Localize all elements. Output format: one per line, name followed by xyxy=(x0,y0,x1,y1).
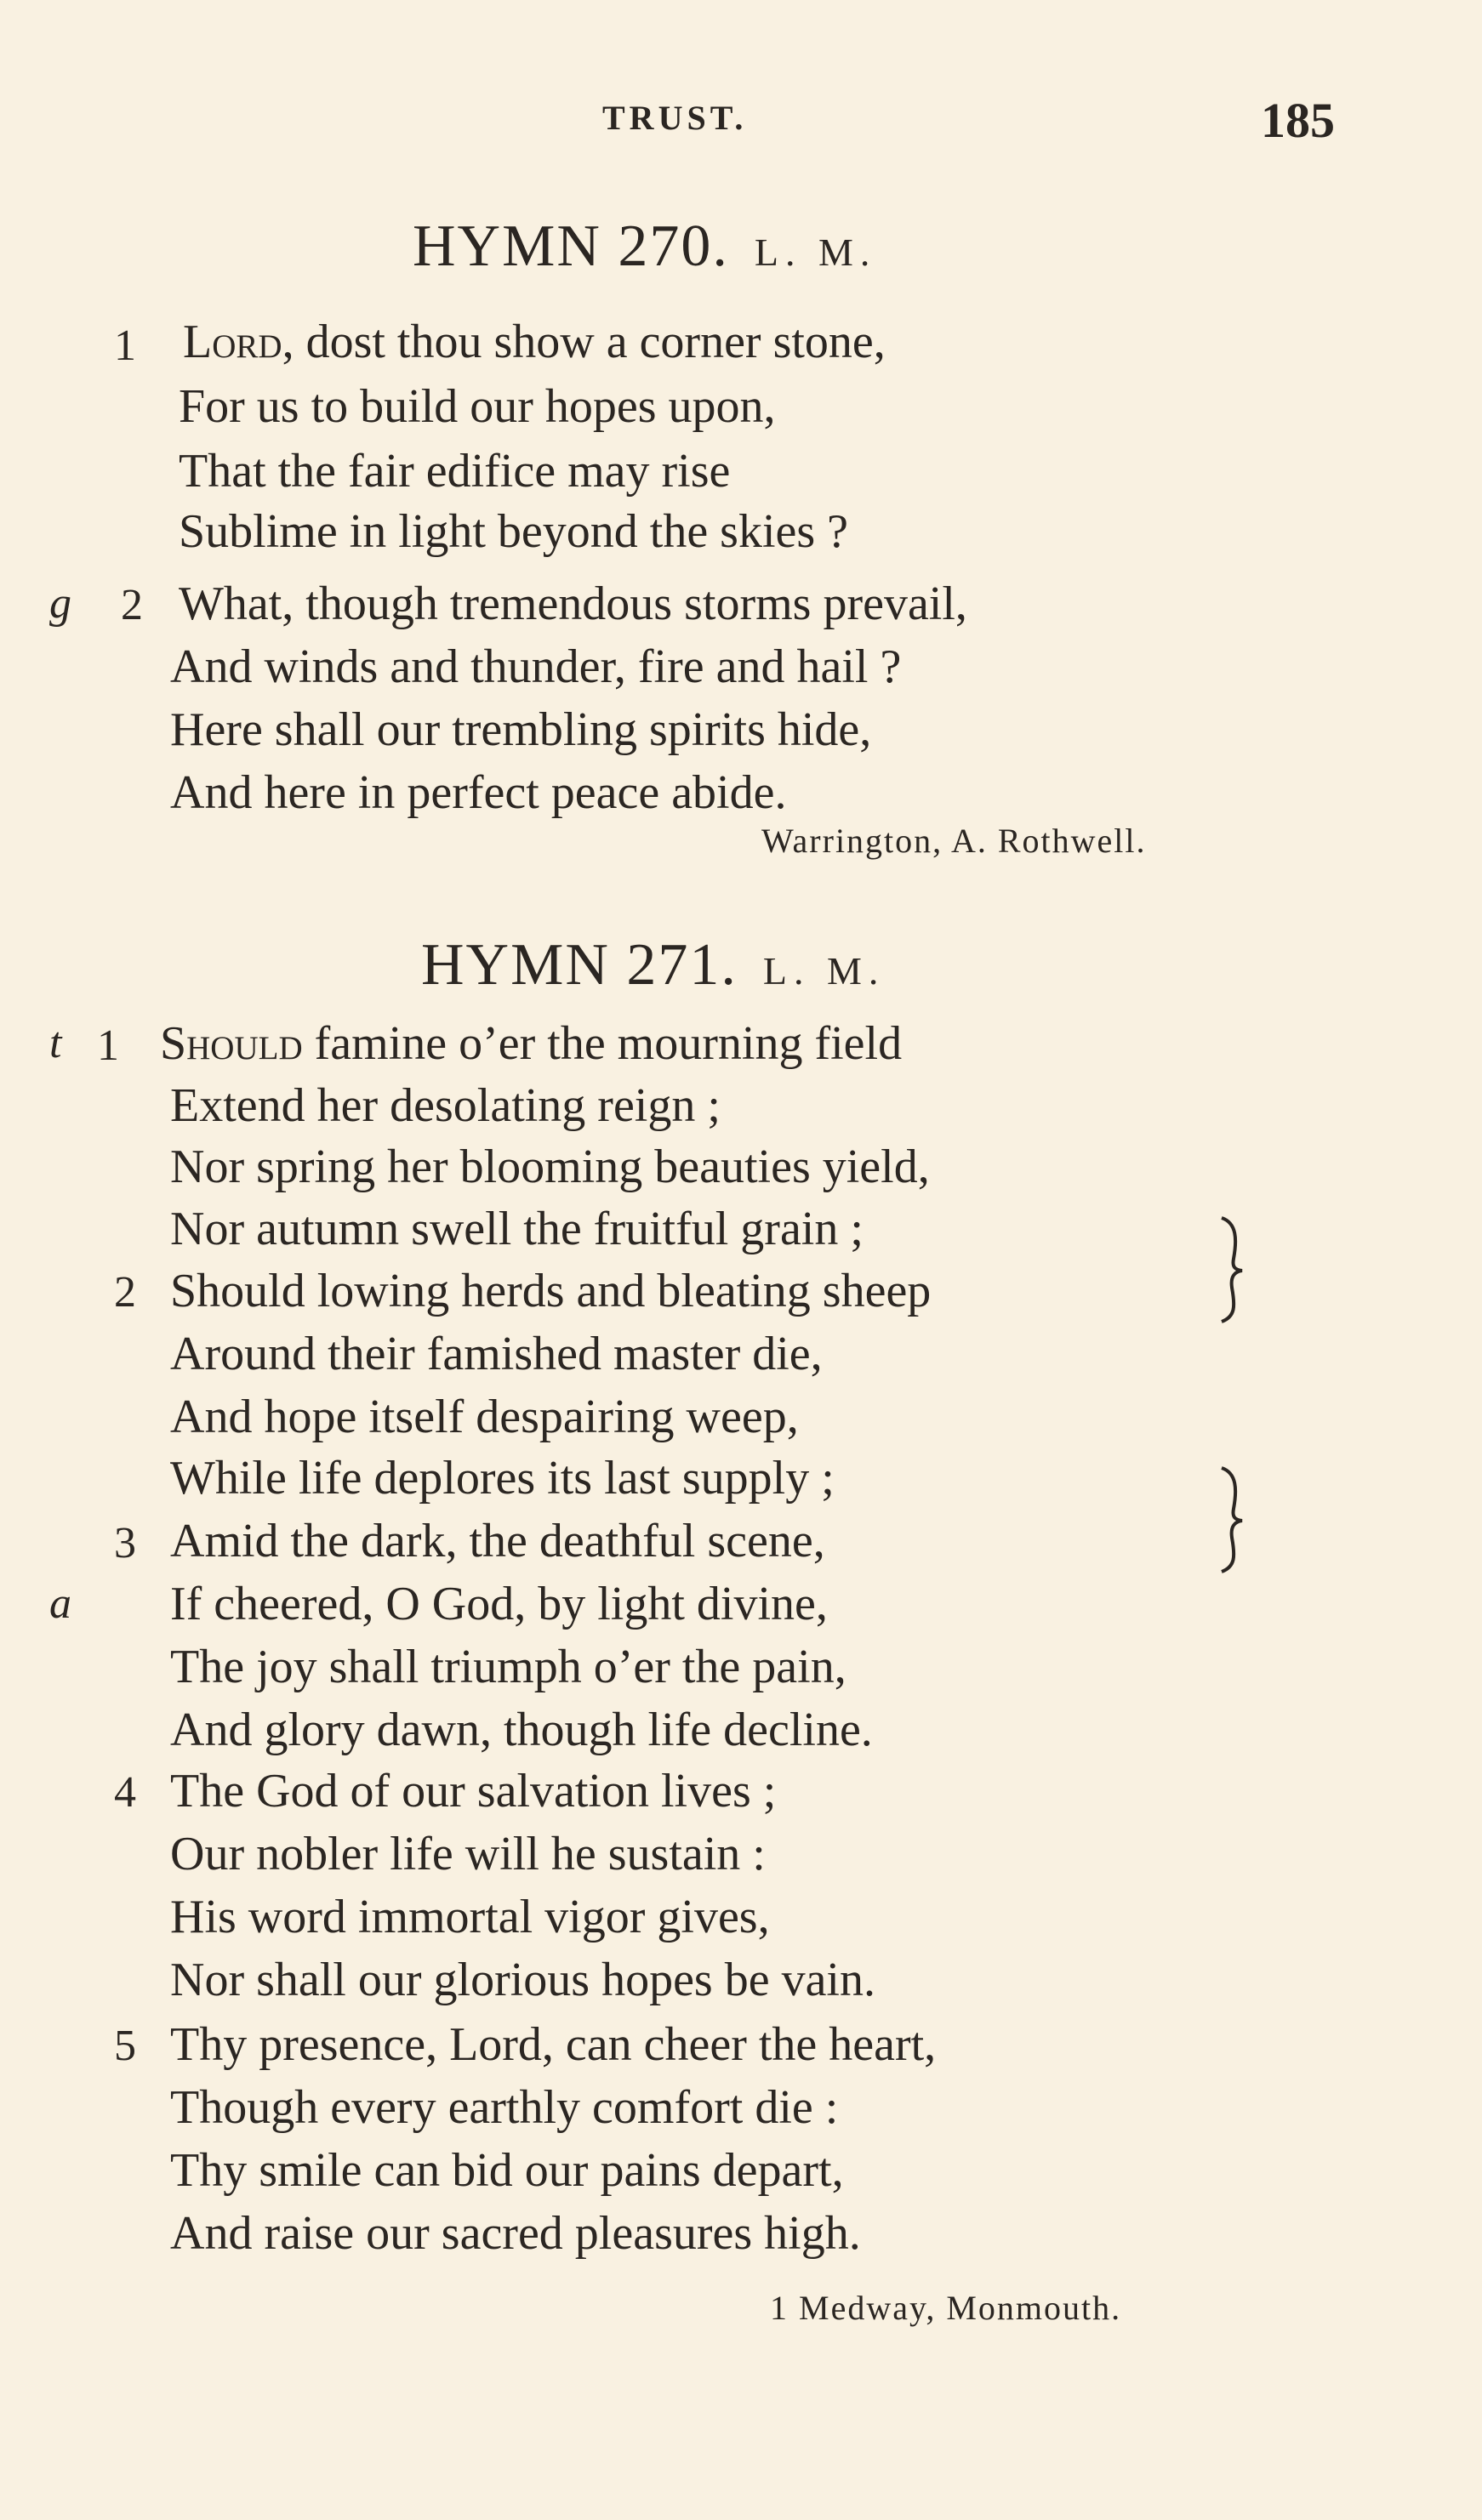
hymn-line: And raise our sacred pleasures high. xyxy=(170,2207,861,2260)
verse-number: 3 xyxy=(114,1519,136,1567)
hymn-line: Though every earthly comfort die : xyxy=(170,2081,839,2134)
verse-number: 5 xyxy=(114,2022,136,2070)
line-text: , dost thou show a corner stone, xyxy=(282,316,886,368)
hymn-line: Should lowing herds and bleating sheep xyxy=(170,1265,932,1317)
hymn-meter: L. M. xyxy=(754,230,877,274)
hymn-line: Sublime in light beyond the skies ? xyxy=(179,505,849,558)
hymn-line: Nor autumn swell the fruitful grain ; xyxy=(170,1203,864,1255)
hymn-title xyxy=(421,931,885,999)
hymn-title xyxy=(413,213,876,281)
hymn-line: For us to build our hopes upon, xyxy=(179,380,776,433)
hymn-title-text: HYMN 270. xyxy=(413,213,729,279)
hymn-line: The joy shall triumph o’er the pain, xyxy=(170,1641,846,1693)
hymn-line: And hope itself despairing weep, xyxy=(170,1391,799,1443)
hymn-line: Nor shall our glorious hopes be vain. xyxy=(170,1954,875,2006)
running-head: TRUST. xyxy=(602,99,748,137)
hymn-line: That the fair edifice may rise xyxy=(179,445,731,498)
hymn-line: If cheered, O God, by light divine, xyxy=(170,1578,828,1630)
hymn-line: His word immortal vigor gives, xyxy=(170,1891,770,1943)
hymn-line: Nor spring her blooming beauties yield, xyxy=(170,1141,930,1193)
first-word: Should xyxy=(160,1017,303,1070)
hymn-line: While life deplores its last supply ; xyxy=(170,1452,835,1505)
page-number: 185 xyxy=(1261,93,1335,148)
hymn-line xyxy=(160,1016,902,1071)
dynamic-mark: t xyxy=(49,1019,62,1067)
dynamic-mark: g xyxy=(49,579,71,628)
hymn-line xyxy=(183,315,886,369)
verse-number: 2 xyxy=(121,581,143,629)
dynamic-mark: a xyxy=(49,1579,71,1628)
hymn-line: Extend her desolating reign ; xyxy=(170,1079,721,1132)
attribution: Warrington, A. Rothwell. xyxy=(761,822,1147,860)
verse-number: 4 xyxy=(114,1768,136,1817)
verse-number: 2 xyxy=(114,1268,136,1317)
hymn-meter: L. M. xyxy=(762,949,886,993)
hymn-line: Around their famished master die, xyxy=(170,1328,823,1380)
hymn-line: Amid the dark, the deathful scene, xyxy=(170,1515,825,1567)
hymn-line: Thy smile can bid our pains depart, xyxy=(170,2144,844,2197)
hymn-line: And glory dawn, though life decline. xyxy=(170,1704,873,1756)
hymn-line: The God of our salvation lives ; xyxy=(170,1765,777,1817)
first-word: Lord xyxy=(183,316,282,368)
verse-number: 1 xyxy=(114,321,136,370)
hymn-line: What, though tremendous storms prevail, xyxy=(179,577,967,630)
hymn-line: And winds and thunder, fire and hail ? xyxy=(170,640,902,693)
verse-number: 1 xyxy=(97,1021,119,1070)
repeat-brace-icon xyxy=(1217,1214,1251,1325)
hymn-line: Our nobler life will he sustain : xyxy=(170,1828,766,1880)
hymn-title-text: HYMN 271. xyxy=(421,932,738,998)
repeat-brace-icon xyxy=(1217,1465,1251,1575)
hymn-line: And here in perfect peace abide. xyxy=(170,766,787,819)
attribution: 1 Medway, Monmouth. xyxy=(770,2289,1122,2327)
hymn-line: Here shall our trembling spirits hide, xyxy=(170,703,872,756)
line-text: famine o’er the mourning field xyxy=(302,1017,903,1070)
hymn-line: Thy presence, Lord, can cheer the heart, xyxy=(170,2018,937,2071)
